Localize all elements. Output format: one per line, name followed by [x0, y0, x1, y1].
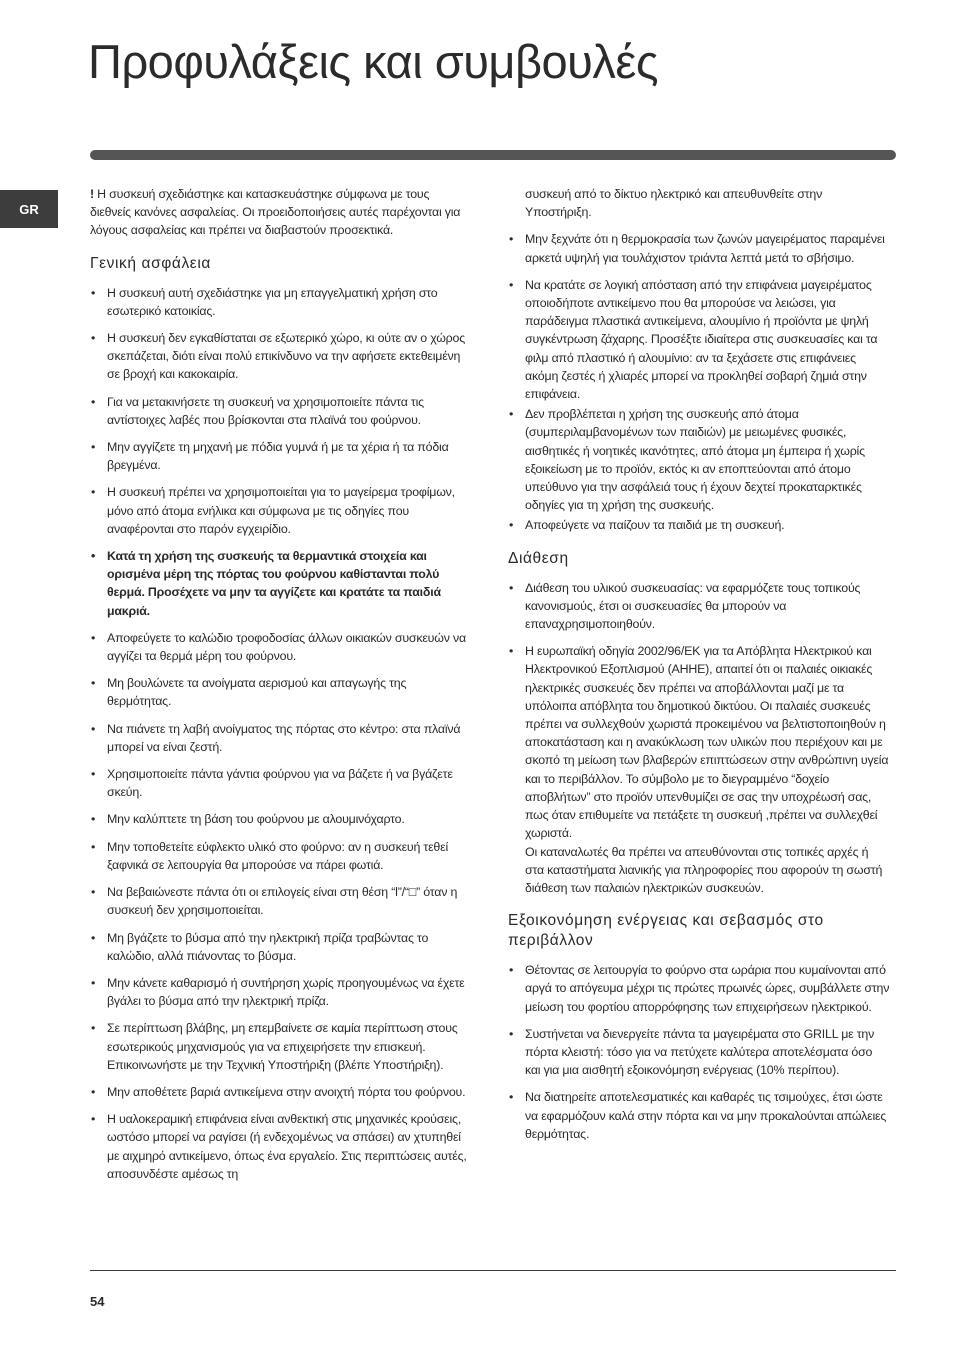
list-item: • Χρησιμοποιείτε πάντα γάντια φούρνου για να βάζετε ή να βγάζετε σκεύη. — [90, 765, 470, 801]
list-item: • Μην ξεχνάτε ότι η θερμοκρασία των ζωνών μαγειρέματος παραμένει αρκετά υψηλή για τουλάχιστον τριάντα λεπτά μετά το σβήσιμο. — [508, 230, 890, 266]
list-item: • Να πιάνετε τη λαβή ανοίγματος της πόρτας στο κέντρο: στα πλαϊνά μπορεί να είναι ζεστή. — [90, 720, 470, 756]
list-item: • Μην αγγίζετε τη μηχανή με πόδια γυμνά ή με τα χέρια ή τα πόδια βρεγμένα. — [90, 438, 470, 474]
list-item: • Μη βγάζετε το βύσμα από την ηλεκτρική πρίζα τραβώντας το καλώδιο, αλλά πιάνοντας το βύσμα. — [90, 929, 470, 965]
list-item: • Η συσκευή πρέπει να χρησιμοποιείται για το μαγείρεμα τροφίμων, μόνο από άτομα ενήλικα και σύμφωνα με τις οδηγίες που αναφέρονται στο παρόν εγχειρίδιο. — [90, 483, 470, 538]
list-item: • Αποφεύγετε το καλώδιο τροφοδοσίας άλλων οικιακών συσκευών να αγγίζει τα θερμά μέρη του φούρνου. — [90, 629, 470, 665]
list-item: • Μην αποθέτετε βαριά αντικείμενα στην ανοιχτή πόρτα του φούρνου. — [90, 1083, 470, 1101]
list-item: • Σε περίπτωση βλάβης, μη επεμβαίνετε σε καμία περίπτωση στους εσωτερικούς μηχανισμούς για να επιχειρήσετε την επισκευή. Επικοινωνήστε με την Τεχνική Υποστήριξη (βλέπε Υποστήριξη). — [90, 1019, 470, 1074]
list-item: • Διάθεση του υλικού συσκευασίας: να εφαρμόζετε τους τοπικούς κανονισμούς, έτσι οι συσκευασίες θα μπορούν να επαναχρησιμοποιηθούν. — [508, 579, 890, 634]
safety-list — [90, 284, 470, 1183]
list-item: • Η συσκευή δεν εγκαθίσταται σε εξωτερικό χώρο, κι ούτε αν ο χώρος σκεπάζεται, διότι είναι πολύ επικίνδυνο να την αφήσετε εκτεθειμένη σε βροχή και κακοκαιρία. — [90, 329, 470, 384]
list-item-warning: • Κατά τη χρήση της συσκευής τα θερμαντικά στοιχεία και ορισμένα μέρη της πόρτας του φούρνου καθίστανται πολύ θερμά. Προσέχετε να μην τα αγγίζετε και κρατάτε τα παιδιά μακριά. — [90, 547, 470, 620]
list-item: • Η συσκευή αυτή σχεδιάστηκε για μη επαγγελματική χρήση στο εσωτερικό κατοικίας. — [90, 284, 470, 320]
list-item: • Να διατηρείτε αποτελεσματικές και καθαρές τις τσιμούχες, έτσι ώστε να εφαρμόζουν καλά στην πόρτα και να μην προκαλούνται απώλειες θερμότητας. — [508, 1088, 890, 1143]
list-item: • Συστήνεται να διενεργείτε πάντα τα μαγειρέματα στο GRILL με την πόρτα κλειστή: τόσο για να πετύχετε καλύτερα αποτελέσματα όσο και για μια αισθητή εξοικονόμηση ενέργειας (10% περίπου). — [508, 1025, 890, 1080]
header-rule — [90, 150, 896, 160]
page-number: 54 — [90, 1294, 105, 1309]
list-item: • Η υαλοκεραμική επιφάνεια είναι ανθεκτική στις μηχανικές κρούσεις, ωστόσο μπορεί να ραγίσει (ή ενδεχομένως να σπάσει) αν χτυπηθεί με αιχμηρό αντικείμενο, όπως ένα εργαλείο. Στις περιπτώσεις αυτές, αποσυνδέστε αμέσως τη — [90, 1110, 470, 1183]
list-item: • Μην τοποθετείτε εύφλεκτο υλικό στο φούρνο: αν η συσκευή τεθεί ξαφνικά σε λειτουργία θα μπορούσε να πάρει φωτιά. — [90, 838, 470, 874]
list-item: • Να βεβαιώνεστε πάντα ότι οι επιλογείς είναι στη θέση “l”/“□” όταν η συσκευή δεν χρησιμοποιείται. — [90, 883, 470, 919]
energy-list — [508, 961, 890, 1143]
intro-paragraph — [90, 185, 470, 240]
warning-mark: ! — [90, 187, 94, 201]
list-item-continuation: συσκευή από το δίκτυο ηλεκτρικό και απευθυνθείτε στην Υποστήριξη. — [525, 187, 823, 220]
list-item: • Αποφεύγετε να παίζουν τα παιδιά με τη συσκευή. — [508, 516, 890, 534]
safety-heading: Γενική ασφάλεια — [90, 254, 211, 272]
weee-consumers-text: Οι καταναλωτές θα πρέπει να απευθύνονται στις τοπικές αρχές ή στα καταστήματα λιανικής για πληροφορίες που αφορούν τη σωστή διάθεση των παλαιών ηλεκτρικών συσκευών. — [525, 844, 883, 895]
disposal-heading: Διάθεση — [508, 549, 569, 567]
list-item — [508, 642, 890, 897]
energy-heading: Εξοικονόμηση ενέργειας και σεβασμός στο περιβάλλον — [508, 912, 824, 950]
weee-text: Η ευρωπαϊκή οδηγία 2002/96/ΕΚ για τα Απόβλητα Ηλεκτρικού και Ηλεκτρονικού Εξοπλισμού (ΑΗΗΕ), απαιτεί ότι οι παλαιές οικιακές ηλεκτρικές συσκευές δεν πρέπει να αποβάλλονται μαζί με τα υπόλοιπα απόβλητα του δημοτικού δικτύου. Οι παλαιές συσκευές πρέπει να συλλεχθούν χωριστά προκειμένου να βελτιστοποιηθούν η αποκατάσταση και η ανακύκλωση των υλικών που περιέχουν και με σκοπό τη μείωση των βλαβερών επιπτώσεων στην ανθρώπινη υγεία και το περιβάλλον. Το σύμβολο με το διεγραμμένο “δοχείο αποβλήτων” στο προϊόν υπενθυμίζει σε σας την υποχρέωσή σας, πως όταν επιθυμείτε να πετάξετε τη συσκευή ,πρέπει να συλλεχθεί χωριστά. — [525, 644, 889, 841]
list-item: • Να κρατάτε σε λογική απόσταση από την επιφάνεια μαγειρέματος οποιοδήποτε αντικείμενο που θα μπορούσε να λειώσει, για παράδειγμα πλαστικά αντικείμενα, αλουμίνιο ή προϊόντα με ψηλή συγκέντρωση ζάχαρης. Προσέξτε ιδιαίτερα στις συσκευασίες και τα φιλμ από πλαστικό ή αλουμίνιο: αν τα ξεχάσετε στις επιφάνειες ακόμη ζεστές ή χλιαρές μπορεί να προκληθεί σοβαρή ζημιά στην επιφάνεια. — [508, 276, 890, 403]
disposal-list — [508, 579, 890, 897]
intro-text: Η συσκευή σχεδιάστηκε και κατασκευάστηκε σύμφωνα με τους διεθνείς κανόνες ασφαλείας. Οι προειδοποιήσεις αυτές παρέχονται για λόγους ασφαλείας και πρέπει να διαβαστούν προσεκτικά. — [90, 187, 461, 238]
language-tab: GR — [0, 190, 58, 228]
left-column — [90, 185, 470, 1192]
safety-list-continued — [508, 185, 890, 535]
list-item: • Μην καλύπτετε τη βάση του φούρνου με αλουμινόχαρτο. — [90, 810, 470, 828]
page-title: Προφυλάξεις και συμβουλές — [88, 35, 658, 88]
list-item: • Για να μετακινήσετε τη συσκευή να χρησιμοποιείτε πάντα τις αντίστοιχες λαβές που βρίσκονται στα πλαϊνά του φούρνου. — [90, 393, 470, 429]
footer-rule — [90, 1270, 896, 1271]
list-item: • Μην κάνετε καθαρισμό ή συντήρηση χωρίς προηγουμένως να έχετε βγάλει το βύσμα από την ηλεκτρική πρίζα. — [90, 974, 470, 1010]
list-item: • Δεν προβλέπεται η χρήση της συσκευής από άτομα (συμπεριλαμβανομένων των παιδιών) με μειωμένες φυσικές, αισθητικές ή νοητικές ικανότητες, από άτομα μη έμπειρα ή χωρίς εξοικείωση με το προϊόν, εκτός κι αν εποπτεύονται από άτομο υπεύθυνο για την ασφάλειά τους ή έχουν δεχτεί προκαταρκτικές οδηγίες για τη χρήση της συσκευής. — [508, 405, 890, 514]
list-item: • Μη βουλώνετε τα ανοίγματα αερισμού και απαγωγής της θερμότητας. — [90, 674, 470, 710]
right-column — [508, 185, 890, 1152]
list-item: • Θέτοντας σε λειτουργία το φούρνο στα ωράρια που κυμαίνονται από αργά το απόγευμα μέχρι τις πρώτες πρωινές ώρες, συμβάλλετε στην μείωση του φορτίου απορρόφησης των επιχειρήσεων ηλεκτρικού. — [508, 961, 890, 1016]
